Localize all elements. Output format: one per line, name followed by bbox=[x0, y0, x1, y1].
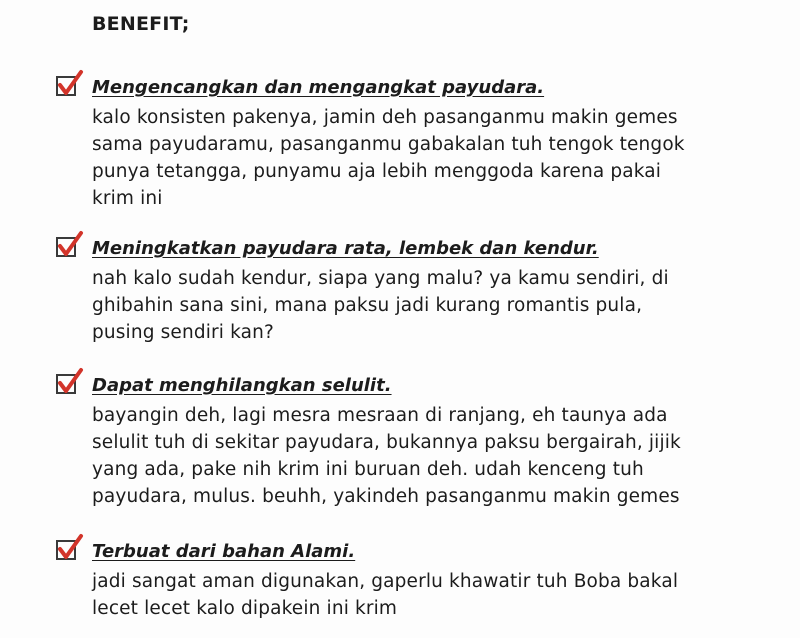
benefit-title: Terbuat dari bahan Alami. bbox=[92, 541, 356, 562]
description-line: payudara, mulus. beuhh, yakindeh pasanganmu makin gemes bbox=[92, 486, 680, 507]
description-line: pusing sendiri kan? bbox=[92, 322, 274, 343]
benefit-description bbox=[92, 104, 752, 212]
description-line: ghibahin sana sini, mana paksu jadi kurang romantis pula, bbox=[92, 295, 643, 316]
benefit-title: Mengencangkan dan mengangkat payudara. bbox=[92, 77, 545, 98]
benefit-description bbox=[92, 265, 752, 346]
description-line: nah kalo sudah kendur, siapa yang malu? ya kamu sendiri, di bbox=[92, 268, 669, 289]
description-line: kalo konsisten pakenya, jamin deh pasanganmu makin gemes bbox=[92, 107, 678, 128]
description-line: sama payudaramu, pasanganmu gabakalan tuh tengok tengok bbox=[92, 134, 685, 155]
checkbox-checked-icon bbox=[54, 367, 84, 397]
description-line: yang ada, pake nih krim ini buruan deh. udah kenceng tuh bbox=[92, 459, 644, 480]
benefit-title: Meningkatkan payudara rata, lembek dan kendur. bbox=[92, 238, 599, 259]
description-line: bayangin deh, lagi mesra mesraan di ranjang, eh taunya ada bbox=[92, 405, 668, 426]
checkbox-checked-icon bbox=[54, 69, 84, 99]
benefit-title: Dapat menghilangkan selulit. bbox=[92, 375, 392, 396]
description-line: krim ini bbox=[92, 188, 163, 209]
description-line: selulit tuh di sekitar payudara, bukannya paksu bergairah, jijik bbox=[92, 432, 681, 453]
description-line: jadi sangat aman digunakan, gaperlu khawatir tuh Boba bakal bbox=[92, 571, 679, 592]
checkbox-checked-icon bbox=[54, 533, 84, 563]
page-heading: BENEFIT; bbox=[92, 13, 190, 35]
benefit-description bbox=[92, 568, 752, 622]
benefit-description bbox=[92, 402, 752, 510]
description-line: lecet lecet kalo dipakein ini krim bbox=[92, 598, 398, 619]
description-line: punya tetangga, punyamu aja lebih menggoda karena pakai bbox=[92, 161, 662, 182]
checkbox-checked-icon bbox=[54, 230, 84, 260]
